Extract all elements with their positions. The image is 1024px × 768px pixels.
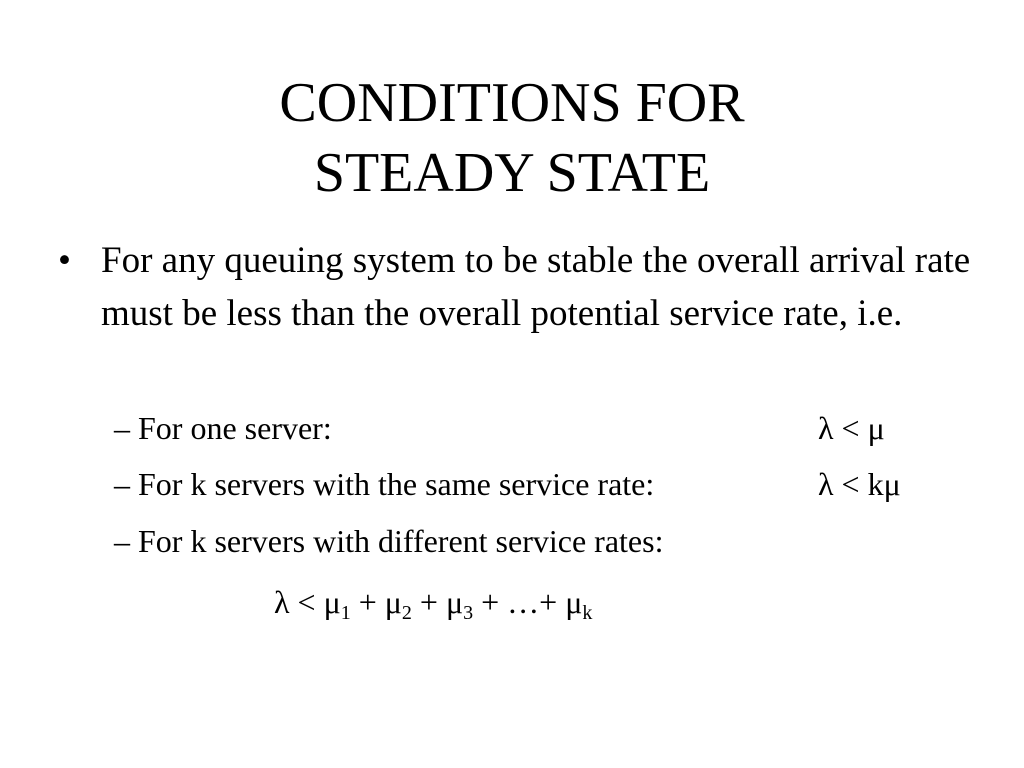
formula-term-3: + μ [411, 584, 464, 620]
formula-subscript-k: k [582, 602, 593, 624]
sub-bullet-k-servers-different [114, 521, 663, 561]
title-line-1: CONDITIONS FOR [279, 72, 745, 134]
sub-bullet-k-servers-same [114, 464, 654, 504]
bullet-text: For any queuing system to be stable the overall arrival rate must be less than the overall potential service rate, i.e. [101, 240, 971, 334]
formula-lhs: λ < μ [274, 584, 341, 620]
slide-title [0, 68, 1024, 208]
formula-one-server: λ < μ [818, 410, 885, 446]
sub-bullet-label: For one server: [138, 410, 332, 446]
formula-subscript-3: 3 [463, 602, 474, 624]
title-line-2: STEADY STATE [313, 142, 711, 204]
formula-k-servers-different [274, 582, 592, 622]
sub-bullet-dash: – [114, 466, 130, 502]
sub-bullet-one-server [114, 408, 332, 448]
formula-subscript-1: 1 [340, 602, 351, 624]
sub-bullet-label: For k servers with the same service rate: [138, 466, 655, 502]
formula-term-2: + μ [350, 584, 402, 620]
sub-bullet-dash: – [114, 523, 130, 559]
sub-bullet-label: For k servers with different service rates: [138, 523, 664, 559]
formula-k-servers-same: λ < kμ [818, 466, 901, 502]
formula-subscript-2: 2 [401, 602, 412, 624]
bullet-marker: • [58, 240, 71, 281]
formula-term-k: + …+ μ [473, 584, 583, 620]
sub-bullet-dash: – [114, 410, 130, 446]
